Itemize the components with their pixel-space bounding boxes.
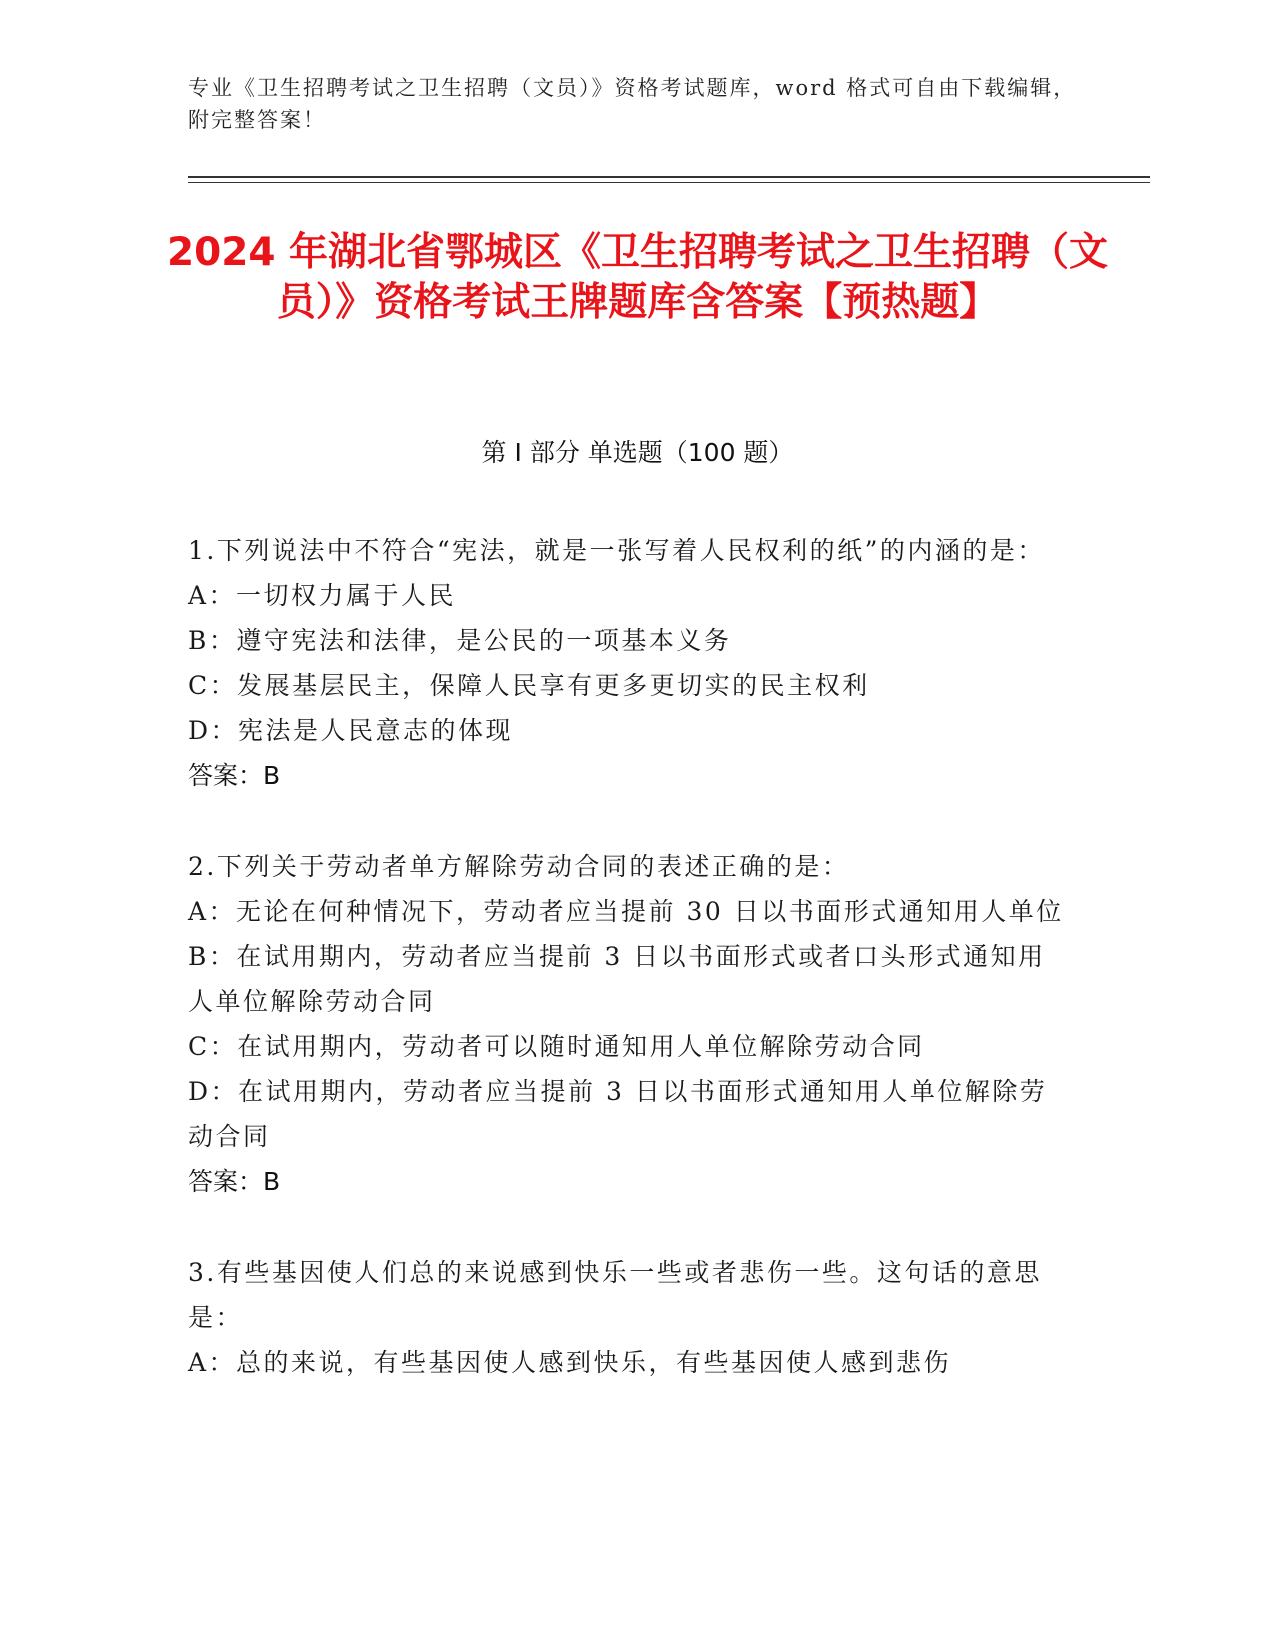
option-a: A：无论在何种情况下，劳动者应当提前 30 日以书面形式通知用人单位 (188, 897, 1064, 926)
option-a: A：一切权力属于人民 (188, 581, 457, 610)
option-b: B：遵守宪法和法律，是公民的一项基本义务 (188, 626, 732, 655)
question-list (188, 528, 1068, 1431)
answer-line: 答案：B (188, 1167, 281, 1196)
question-2 (188, 844, 1068, 1204)
document-title: 2024 年湖北省鄂城区《卫生招聘考试之卫生招聘（文员）》资格考试王牌题库含答案【预热题】 (166, 230, 1109, 325)
header-note: 专业《卫生招聘考试之卫生招聘（文员）》资格考试题库，word 格式可自由下载编辑，附完整答案！ (188, 76, 1077, 132)
option-a: A：总的来说，有些基因使人感到快乐，有些基因使人感到悲伤 (188, 1348, 952, 1377)
section-heading: 第 I 部分 单选题（100 题） (481, 438, 794, 467)
answer-line: 答案：B (188, 761, 281, 790)
question-stem: 3.有些基因使人们总的来说感到快乐一些或者悲伤一些。这句话的意思是： (188, 1258, 1042, 1332)
option-c: C：在试用期内，劳动者可以随时通知用人单位解除劳动合同 (188, 1032, 925, 1061)
header-divider-thick (188, 176, 1150, 178)
option-c: C：发展基层民主，保障人民享有更多更切实的民主权利 (188, 671, 870, 700)
option-d: D：宪法是人民意志的体现 (188, 716, 514, 745)
option-d: D：在试用期内，劳动者应当提前 3 日以书面形式通知用人单位解除劳动合同 (188, 1077, 1048, 1151)
question-stem: 2.下列关于劳动者单方解除劳动合同的表述正确的是： (188, 852, 850, 881)
header-divider-thin (188, 182, 1150, 183)
question-3 (188, 1250, 1068, 1385)
option-b: B：在试用期内，劳动者应当提前 3 日以书面形式或者口头形式通知用人单位解除劳动合同 (188, 942, 1046, 1016)
question-1 (188, 528, 1068, 798)
question-stem: 1.下列说法中不符合“宪法，就是一张写着人民权利的纸”的内涵的是： (188, 536, 1045, 565)
